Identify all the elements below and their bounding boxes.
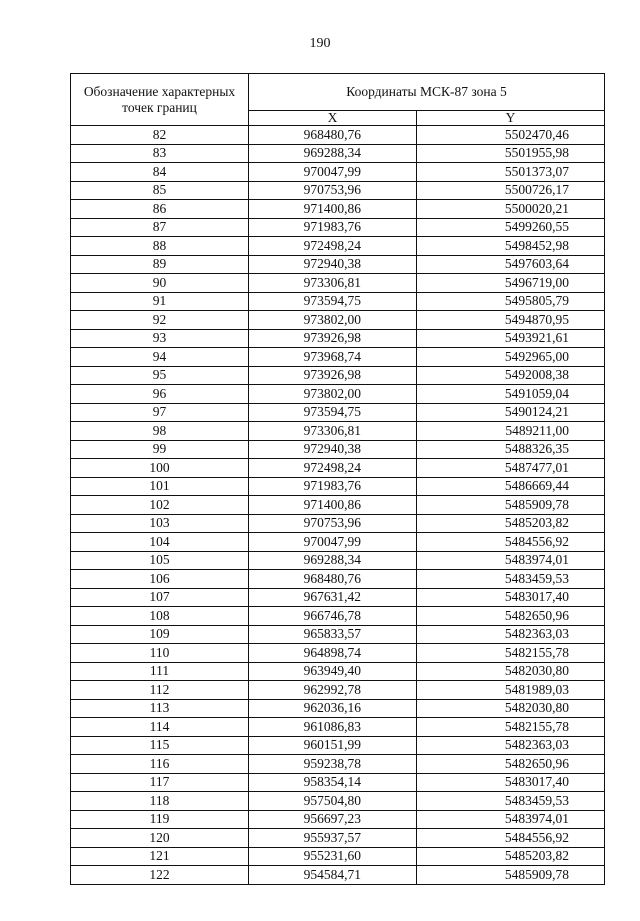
y-coordinate-cell: 5501373,07 (417, 163, 605, 182)
x-coordinate-cell: 968480,76 (249, 570, 417, 589)
point-cell: 97 (71, 403, 249, 422)
x-coordinate-cell: 967631,42 (249, 588, 417, 607)
point-cell: 96 (71, 385, 249, 404)
x-coordinate-cell: 973802,00 (249, 311, 417, 330)
point-cell: 83 (71, 144, 249, 163)
table-row (71, 829, 605, 848)
y-coordinate-cell: 5499260,55 (417, 218, 605, 237)
table-row (71, 144, 605, 163)
y-coordinate-cell: 5483459,53 (417, 792, 605, 811)
point-cell: 118 (71, 792, 249, 811)
x-coordinate-cell: 972498,24 (249, 237, 417, 256)
point-cell: 108 (71, 607, 249, 626)
table-row (71, 366, 605, 385)
point-cell: 91 (71, 292, 249, 311)
y-coordinate-cell: 5493921,61 (417, 329, 605, 348)
table-row (71, 551, 605, 570)
x-coordinate-cell: 964898,74 (249, 644, 417, 663)
point-cell: 105 (71, 551, 249, 570)
table-row (71, 163, 605, 182)
x-coordinate-cell: 963949,40 (249, 662, 417, 681)
point-cell: 115 (71, 736, 249, 755)
x-coordinate-cell: 973926,98 (249, 366, 417, 385)
y-coordinate-cell: 5481989,03 (417, 681, 605, 700)
table-row (71, 662, 605, 681)
y-coordinate-cell: 5485203,82 (417, 847, 605, 866)
y-coordinate-cell: 5495805,79 (417, 292, 605, 311)
x-coordinate-cell: 973594,75 (249, 403, 417, 422)
x-coordinate-cell: 962036,16 (249, 699, 417, 718)
point-cell: 100 (71, 459, 249, 478)
table-row (71, 866, 605, 885)
table-row (71, 755, 605, 774)
y-coordinate-cell: 5484556,92 (417, 533, 605, 552)
table-row (71, 570, 605, 589)
point-cell: 82 (71, 126, 249, 145)
x-coordinate-cell: 972940,38 (249, 255, 417, 274)
y-coordinate-cell: 5497603,64 (417, 255, 605, 274)
table-row (71, 699, 605, 718)
x-coordinate-cell: 954584,71 (249, 866, 417, 885)
x-coordinate-cell: 973306,81 (249, 274, 417, 293)
point-cell: 101 (71, 477, 249, 496)
point-cell: 116 (71, 755, 249, 774)
y-coordinate-cell: 5494870,95 (417, 311, 605, 330)
table-row (71, 792, 605, 811)
x-coordinate-cell: 970047,99 (249, 163, 417, 182)
table-row (71, 181, 605, 200)
table-row (71, 385, 605, 404)
coordinates-table (70, 73, 605, 885)
table-row (71, 718, 605, 737)
point-cell: 92 (71, 311, 249, 330)
y-coordinate-cell: 5483974,01 (417, 810, 605, 829)
x-coordinate-cell: 955231,60 (249, 847, 417, 866)
x-coordinate-cell: 970047,99 (249, 533, 417, 552)
table-row (71, 440, 605, 459)
x-coordinate-cell: 972940,38 (249, 440, 417, 459)
x-coordinate-cell: 971400,86 (249, 200, 417, 219)
y-coordinate-cell: 5482155,78 (417, 718, 605, 737)
x-coordinate-cell: 973968,74 (249, 348, 417, 367)
y-coordinate-cell: 5483974,01 (417, 551, 605, 570)
x-coordinate-cell: 971983,76 (249, 477, 417, 496)
point-cell: 117 (71, 773, 249, 792)
x-coordinate-cell: 973594,75 (249, 292, 417, 311)
x-coordinate-cell: 973926,98 (249, 329, 417, 348)
y-coordinate-cell: 5490124,21 (417, 403, 605, 422)
table-row (71, 422, 605, 441)
point-cell: 95 (71, 366, 249, 385)
y-coordinate-cell: 5488326,35 (417, 440, 605, 459)
table-row (71, 274, 605, 293)
point-cell: 121 (71, 847, 249, 866)
y-coordinate-cell: 5482363,03 (417, 625, 605, 644)
point-cell: 87 (71, 218, 249, 237)
table-row (71, 200, 605, 219)
point-cell: 88 (71, 237, 249, 256)
x-coordinate-cell: 955937,57 (249, 829, 417, 848)
page-number: 190 (309, 36, 331, 51)
point-cell: 98 (71, 422, 249, 441)
x-coordinate-cell: 965833,57 (249, 625, 417, 644)
y-coordinate-cell: 5482650,96 (417, 755, 605, 774)
header-point-designation: Обозначение характерных точек границ (71, 74, 249, 126)
x-coordinate-cell: 972498,24 (249, 459, 417, 478)
table-row (71, 681, 605, 700)
y-coordinate-cell: 5500726,17 (417, 181, 605, 200)
x-coordinate-cell: 968480,76 (249, 126, 417, 145)
x-coordinate-cell: 973306,81 (249, 422, 417, 441)
point-cell: 114 (71, 718, 249, 737)
table-row (71, 329, 605, 348)
x-coordinate-cell: 956697,23 (249, 810, 417, 829)
y-coordinate-cell: 5492008,38 (417, 366, 605, 385)
x-coordinate-cell: 971983,76 (249, 218, 417, 237)
point-cell: 94 (71, 348, 249, 367)
x-coordinate-cell: 957504,80 (249, 792, 417, 811)
table-row (71, 773, 605, 792)
table-row (71, 255, 605, 274)
header-x: X (249, 111, 417, 126)
y-coordinate-cell: 5498452,98 (417, 237, 605, 256)
table-row (71, 403, 605, 422)
table-row (71, 810, 605, 829)
point-cell: 122 (71, 866, 249, 885)
point-cell: 113 (71, 699, 249, 718)
y-coordinate-cell: 5482363,03 (417, 736, 605, 755)
point-cell: 109 (71, 625, 249, 644)
point-cell: 89 (71, 255, 249, 274)
y-coordinate-cell: 5502470,46 (417, 126, 605, 145)
point-cell: 106 (71, 570, 249, 589)
table-body (71, 126, 605, 885)
x-coordinate-cell: 969288,34 (249, 551, 417, 570)
table-row (71, 847, 605, 866)
x-coordinate-cell: 961086,83 (249, 718, 417, 737)
point-cell: 119 (71, 810, 249, 829)
point-cell: 93 (71, 329, 249, 348)
y-coordinate-cell: 5482030,80 (417, 699, 605, 718)
y-coordinate-cell: 5485203,82 (417, 514, 605, 533)
y-coordinate-cell: 5483017,40 (417, 588, 605, 607)
table-row (71, 126, 605, 145)
table-row (71, 625, 605, 644)
x-coordinate-cell: 969288,34 (249, 144, 417, 163)
y-coordinate-cell: 5487477,01 (417, 459, 605, 478)
y-coordinate-cell: 5483017,40 (417, 773, 605, 792)
table-row (71, 533, 605, 552)
table-row (71, 736, 605, 755)
y-coordinate-cell: 5491059,04 (417, 385, 605, 404)
header-y: Y (417, 111, 605, 126)
table-row (71, 644, 605, 663)
x-coordinate-cell: 962992,78 (249, 681, 417, 700)
point-cell: 99 (71, 440, 249, 459)
table-row (71, 218, 605, 237)
point-cell: 104 (71, 533, 249, 552)
header-coordinates: Координаты МСК-87 зона 5 (249, 74, 605, 111)
y-coordinate-cell: 5484556,92 (417, 829, 605, 848)
y-coordinate-cell: 5482030,80 (417, 662, 605, 681)
x-coordinate-cell: 973802,00 (249, 385, 417, 404)
point-cell: 120 (71, 829, 249, 848)
y-coordinate-cell: 5500020,21 (417, 200, 605, 219)
x-coordinate-cell: 971400,86 (249, 496, 417, 515)
y-coordinate-cell: 5501955,98 (417, 144, 605, 163)
table-row (71, 588, 605, 607)
point-cell: 112 (71, 681, 249, 700)
point-cell: 84 (71, 163, 249, 182)
y-coordinate-cell: 5489211,00 (417, 422, 605, 441)
y-coordinate-cell: 5492965,00 (417, 348, 605, 367)
y-coordinate-cell: 5482155,78 (417, 644, 605, 663)
y-coordinate-cell: 5483459,53 (417, 570, 605, 589)
y-coordinate-cell: 5482650,96 (417, 607, 605, 626)
y-coordinate-cell: 5485909,78 (417, 866, 605, 885)
table-row (71, 292, 605, 311)
point-cell: 111 (71, 662, 249, 681)
x-coordinate-cell: 960151,99 (249, 736, 417, 755)
point-cell: 102 (71, 496, 249, 515)
point-cell: 107 (71, 588, 249, 607)
point-cell: 90 (71, 274, 249, 293)
y-coordinate-cell: 5486669,44 (417, 477, 605, 496)
point-cell: 103 (71, 514, 249, 533)
table-row (71, 607, 605, 626)
point-cell: 110 (71, 644, 249, 663)
x-coordinate-cell: 966746,78 (249, 607, 417, 626)
y-coordinate-cell: 5485909,78 (417, 496, 605, 515)
table-row (71, 348, 605, 367)
table-row (71, 237, 605, 256)
x-coordinate-cell: 959238,78 (249, 755, 417, 774)
point-cell: 86 (71, 200, 249, 219)
table-row (71, 311, 605, 330)
table-row (71, 496, 605, 515)
x-coordinate-cell: 970753,96 (249, 181, 417, 200)
table-row (71, 459, 605, 478)
x-coordinate-cell: 970753,96 (249, 514, 417, 533)
table-row (71, 514, 605, 533)
y-coordinate-cell: 5496719,00 (417, 274, 605, 293)
table-row (71, 477, 605, 496)
x-coordinate-cell: 958354,14 (249, 773, 417, 792)
point-cell: 85 (71, 181, 249, 200)
